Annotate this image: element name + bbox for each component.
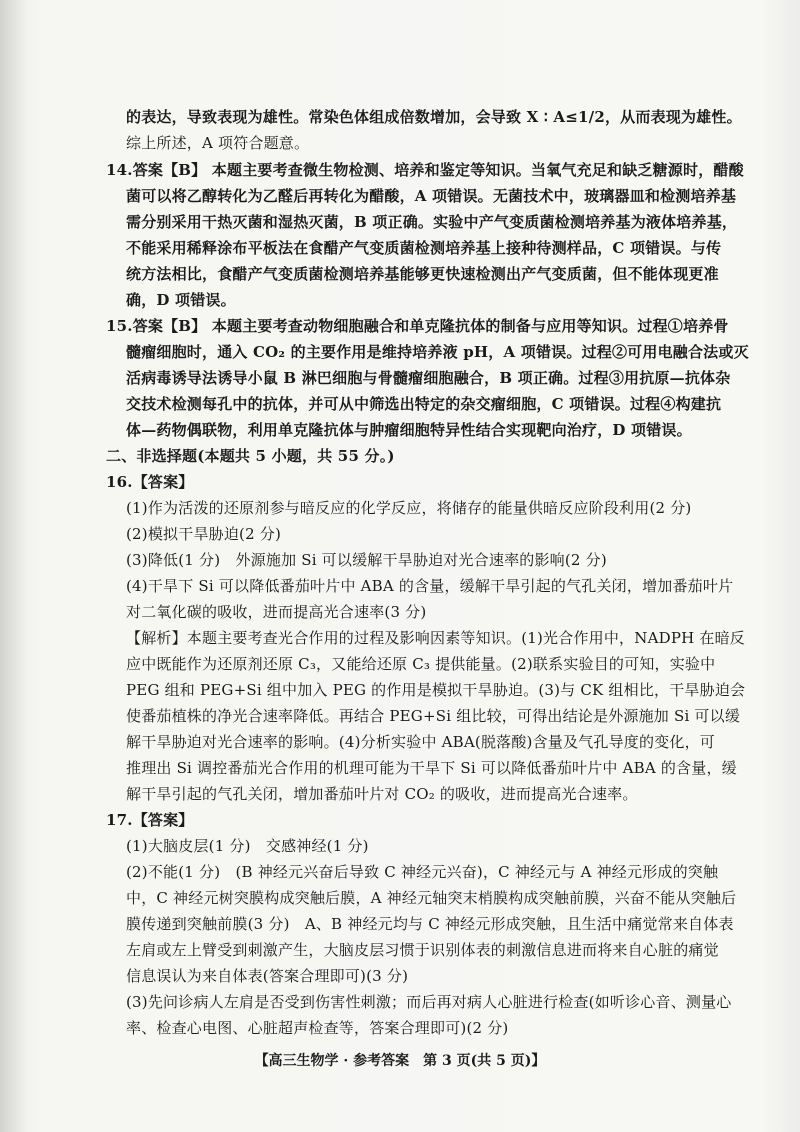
text-line: 解干旱引起的气孔关闭，增加番茄叶片对 CO₂ 的吸收，进而提高光合速率。 — [126, 785, 638, 803]
text-line: (1)大脑皮层(1 分) 交感神经(1 分) — [126, 837, 369, 855]
text-line: 14.答案【B】 本题主要考查微生物检测、培养和鉴定等知识。当氧气充足和缺乏糖源时，醋酸 — [106, 161, 744, 179]
text-line: 不能采用稀释涂布平板法在食醋产气变质菌检测培养基上接种待测样品，C 项错误。与传 — [126, 239, 722, 257]
page-footer: 【高三生物学 · 参考答案 第 3 页(共 5 页)】 — [254, 1053, 546, 1069]
text-line: 体—药物偶联物，利用单克隆抗体与肿瘤细胞特异性结合实现靶向治疗，D 项错误。 — [126, 421, 692, 439]
text-line: (3)降低(1 分) 外源施加 Si 可以缓解干旱胁迫对光合速率的影响(2 分) — [126, 551, 607, 569]
text-line: 二、非选择题(本题共 5 小题，共 55 分。) — [106, 447, 395, 465]
text-line: 17.【答案】 — [106, 811, 194, 829]
text-line: 16.【答案】 — [106, 473, 194, 491]
text-line: 需分别采用干热灭菌和湿热灭菌，B 项正确。实验中产气变质菌检测培养基为液体培养基， — [126, 213, 738, 231]
text-line: 髓瘤细胞时，通入 CO₂ 的主要作用是维持培养液 pH，A 项错误。过程②可用电融合法或灭 — [126, 343, 749, 361]
text-line: (4)干旱下 Si 可以降低番茄叶片中 ABA 的含量，缓解干旱引起的气孔关闭，增加番茄叶片 — [126, 577, 734, 595]
scan-edge-shadow — [0, 0, 26, 1132]
text-line: 统方法相比，食醋产气变质菌检测培养基能够更快速检测出产气变质菌，但不能体现更准 — [126, 265, 719, 283]
text-line: 确，D 项错误。 — [126, 291, 236, 309]
text-line: 中，C 神经元树突膜构成突触后膜，A 神经元轴突末梢膜构成突触前膜，兴奋不能从突触后 — [126, 889, 737, 907]
text-line: 15.答案【B】 本题主要考查动物细胞融合和单克隆抗体的制备与应用等知识。过程①培养骨 — [106, 317, 729, 335]
text-line: (2)不能(1 分) (B 神经元兴奋后导致 C 神经元兴奋)，C 神经元与 A 神经元形成的突触 — [126, 863, 719, 881]
text-line: (1)作为活泼的还原剂参与暗反应的化学反应，将储存的能量供暗反应阶段利用(2 分) — [126, 499, 692, 517]
text-line: 应中既能作为还原剂还原 C₃，又能给还原 C₃ 提供能量。(2)联系实验目的可知，实验中 — [126, 655, 716, 673]
text-line: 左肩或左上臂受到刺激产生，大脑皮层习惯于识别体表的刺激信息进而将来自心脏的痛觉 — [126, 941, 719, 959]
text-line: PEG 组和 PEG+Si 组中加入 PEG 的作用是模拟干旱胁迫。(3)与 CK 组相比，干旱胁迫会 — [126, 681, 746, 699]
text-line: 的表达，导致表现为雄性。常染色体组成倍数增加，会导致 X ∶ A≤1/2，从而表现为雄性。 — [126, 108, 742, 126]
text-line: 膜传递到突触前膜(3 分) A、B 神经元均与 C 神经元形成突触，且生活中痛觉常来自体表 — [126, 915, 734, 933]
text-line: 【解析】本题主要考查光合作用的过程及影响因素等知识。(1)光合作用中，NADPH 在暗反 — [126, 629, 745, 647]
text-line: 对二氧化碳的吸收，进而提高光合速率(3 分) — [126, 603, 427, 621]
text-line: 菌可以将乙醇转化为乙醛后再转化为醋酸，A 项错误。无菌技术中，玻璃器皿和检测培养基 — [126, 187, 737, 205]
text-line: 使番茄植株的净光合速率降低。再结合 PEG+Si 组比较，可得出结论是外源施加 Si 可以缓 — [126, 707, 741, 725]
text-line: 综上所述，A 项符合题意。 — [126, 134, 310, 152]
text-line: 交技术检测每孔中的抗体，并可从中筛选出特定的杂交瘤细胞，C 项错误。过程④构建抗 — [126, 395, 722, 413]
text-line: (3)先问诊病人左肩是否受到伤害性刺激；而后再对病人心脏进行检查(如听诊心音、测量心 — [126, 993, 732, 1011]
text-line: 活病毒诱导法诱导小鼠 B 淋巴细胞与骨髓瘤细胞融合，B 项正确。过程③用抗原—抗体杂 — [126, 369, 731, 387]
text-line: (2)模拟干旱胁迫(2 分) — [126, 525, 282, 543]
text-line: 解干旱胁迫对光合速率的影响。(4)分析实验中 ABA(脱落酸)含量及气孔导度的变化，可 — [126, 733, 716, 751]
text-line: 率、检查心电图、心脏超声检查等，答案合理即可)(2 分) — [126, 1019, 509, 1037]
text-line: 信息误认为来自体表(答案合理即可)(3 分) — [126, 967, 409, 985]
text-line: 推理出 Si 调控番茄光合作用的机理可能为干旱下 Si 可以降低番茄叶片中 ABA 的含量，缓 — [126, 759, 737, 777]
